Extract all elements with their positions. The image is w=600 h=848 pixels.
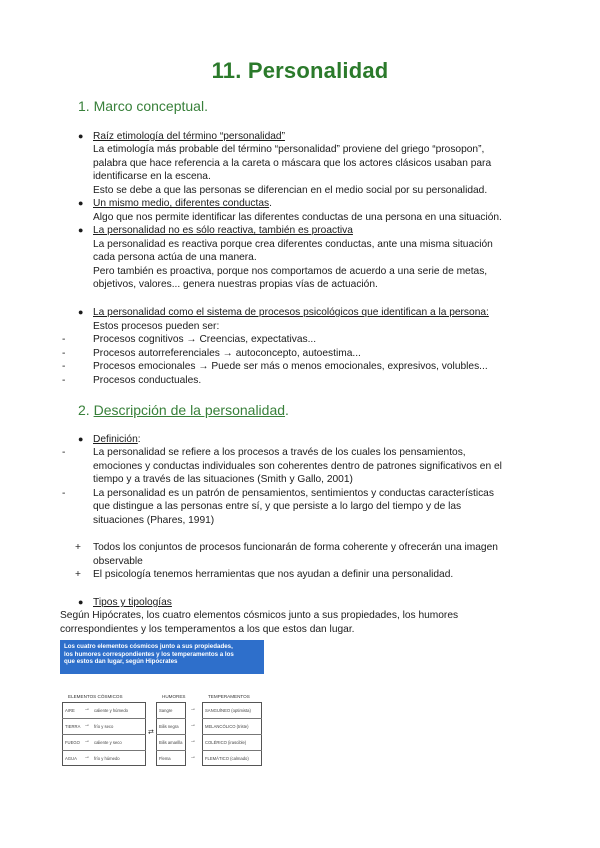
- row-3-property: caliente y seco: [94, 740, 122, 745]
- dash-marker: -: [62, 361, 66, 372]
- row-2-element: TIERRA: [65, 724, 81, 729]
- section-2-title: Descripción de la personalidad: [93, 402, 286, 418]
- row-3-element: FUEGO: [65, 740, 80, 745]
- arrow-right-icon: →: [190, 738, 196, 744]
- hippocrates-line-1: Según Hipócrates, los cuatro elementos cósmicos junto a sus propiedades, los humores: [60, 610, 459, 621]
- col-temperaments-header: TEMPERAMENTOS: [208, 694, 250, 699]
- definition-1-line-3: tiempo y a través de las situaciones (Smith y Gallo, 2001): [93, 474, 353, 485]
- arrow-right-icon: →: [84, 738, 90, 744]
- figure-banner: [60, 640, 264, 674]
- bullet-2-title: Un mismo medio, diferentes conductas: [93, 198, 270, 209]
- bullet-4-title: La personalidad como el sistema de procesos psicológicos que identifican a la persona:: [93, 307, 489, 318]
- bullet-3-line-3: Pero también es proactiva, porque nos comportamos de acuerdo a una serie de metas,: [93, 266, 488, 277]
- bullet-dot-icon: ●: [78, 307, 84, 317]
- arrow-right-icon: →: [84, 722, 90, 728]
- dash-marker: -: [62, 375, 66, 386]
- bullet-dot-icon: ●: [78, 198, 84, 208]
- definition-colon: :: [137, 434, 141, 445]
- bullet-2-line-1: Algo que nos permite identificar las diferentes conductas de una persona en una situación.: [93, 212, 502, 223]
- dash-marker: -: [62, 447, 66, 458]
- row-divider: [156, 734, 186, 735]
- hippocrates-figure: [60, 640, 264, 768]
- row-4-humor: Flema: [159, 756, 171, 761]
- row-divider: [202, 750, 262, 751]
- bullet-3-line-1: La personalidad es reactiva porque crea diferentes conductas, ante una misma situación: [93, 239, 493, 250]
- section-1-number: 1.: [78, 98, 90, 114]
- dash-marker: -: [62, 488, 66, 499]
- arrow-right-icon: →: [190, 754, 196, 760]
- bullet-dot-icon: ●: [78, 434, 84, 444]
- row-3-temperament: COLÉRICO (irascible): [205, 740, 247, 745]
- row-divider: [62, 718, 146, 719]
- types-title: Tipos y tipologías: [93, 597, 172, 608]
- figure-table: [60, 694, 264, 766]
- dash-marker: -: [62, 348, 66, 359]
- row-1-humor: Sangre: [159, 708, 173, 713]
- arrow-right-icon: →: [190, 706, 196, 712]
- row-4-temperament: FLEMÁTICO (calmado): [205, 756, 249, 761]
- row-divider: [62, 734, 146, 735]
- bullet-4-line-1: Estos procesos pueden ser:: [93, 321, 220, 332]
- bullet-1-line-3: identificarse en la escena.: [93, 171, 211, 182]
- arrow-right-icon: →: [84, 706, 90, 712]
- col-elements-header: ELEMENTOS CÓSMICOS: [68, 694, 123, 699]
- row-divider: [202, 734, 262, 735]
- row-divider: [62, 750, 146, 751]
- section-1-title: Marco conceptual.: [93, 98, 208, 114]
- section-2-heading: [78, 402, 289, 418]
- hippocrates-line-2: correspondientes y los temperamentos a los que estos dan lugar.: [60, 624, 355, 635]
- process-item-4: Procesos conductuales.: [93, 375, 202, 386]
- definition-1-line-1: La personalidad se refiere a los procesos a través de los cuales los pensamientos,: [93, 447, 466, 458]
- row-divider: [202, 718, 262, 719]
- bullet-1-line-4: Esto se debe a que las personas se diferencian en el medio social por su personalidad.: [93, 185, 488, 196]
- bullet-1-line-1: La etimología más probable del término “personalidad” proviene del griego “prosopon”,: [93, 144, 485, 155]
- arrow-right-icon: →: [84, 754, 90, 760]
- section-2-number: 2.: [78, 402, 90, 418]
- row-divider: [156, 750, 186, 751]
- figure-banner-line-3: que estos dan lugar, según Hipócrates: [64, 658, 178, 666]
- bullet-1-line-2: palabra que hace referencia a la careta o máscara que los actores clásicos usaban para: [93, 158, 492, 169]
- plus-marker: +: [75, 542, 81, 553]
- definition-title: Definición: [93, 434, 138, 445]
- bullet-dot-icon: ●: [78, 225, 84, 235]
- bullet-1-title: Raíz etimología del término “personalidad”: [93, 131, 285, 142]
- bullet-2-dot: .: [269, 198, 272, 209]
- row-1-element: AIRE: [65, 708, 75, 713]
- section-2-dot: .: [285, 402, 289, 418]
- bullet-dot-icon: ●: [78, 131, 84, 141]
- bullet-3-line-2: cada persona actúa de una manera.: [93, 252, 257, 263]
- section-1-heading: [78, 98, 208, 114]
- figure-banner-line-2: los humores correspondientes y los temperamentos a los: [64, 650, 234, 658]
- definition-2-line-3: situaciones (Phares, 1991): [93, 515, 215, 526]
- col-humors-header: HUMORES: [162, 694, 186, 699]
- row-2-humor: Bilis negra: [159, 724, 179, 729]
- process-item-3: Procesos emocionales → Puede ser más o menos emocionales, expresivos, volubles...: [93, 361, 488, 372]
- dash-marker: -: [62, 334, 66, 345]
- definition-2-line-2: que distingue a las personas entre sí, y que persiste a lo largo del tiempo y de las: [93, 501, 462, 512]
- arrow-right-icon: →: [190, 722, 196, 728]
- row-2-temperament: MELANCÓLICO (triste): [205, 724, 249, 729]
- plus-item-2-line-1: El psicología tenemos herramientas que nos ayudan a definir una personalidad.: [93, 569, 454, 580]
- bullet-3-title: La personalidad no es sólo reactiva, también es proactiva: [93, 225, 353, 236]
- definition-2-line-1: La personalidad es un patrón de pensamientos, sentimientos y conductas características: [93, 488, 494, 499]
- page-title: 11. Personalidad: [211, 58, 389, 83]
- process-item-1: Procesos cognitivos → Creencias, expectativas...: [93, 334, 317, 345]
- row-4-element: AGUA: [65, 756, 77, 761]
- bullet-3-line-4: objetivos, valores... genera nuestras propias vías de actuación.: [93, 279, 378, 290]
- plus-item-1-line-1: Todos los conjuntos de procesos funcionarán de forma coherente y ofrecerán una imagen: [93, 542, 498, 553]
- row-1-temperament: SANGUÍNEO (optimista): [205, 708, 251, 713]
- row-1-property: caliente y húmedo: [94, 708, 128, 713]
- definition-1-line-2: emociones y conductas individuales son coherentes dentro de patrones significativos en el: [93, 461, 502, 472]
- figure-banner-line-1: Los cuatro elementos cósmicos junto a sus propiedades,: [64, 643, 233, 650]
- plus-item-1-line-2: observable: [93, 556, 143, 567]
- cycle-arrows-icon: ⇄: [148, 729, 154, 736]
- bullet-2-title-wrap: [93, 197, 272, 211]
- process-item-2: Procesos autorreferenciales → autoconcepto, autoestima...: [93, 348, 361, 359]
- bullet-dot-icon: ●: [78, 597, 84, 607]
- plus-marker: +: [75, 569, 81, 580]
- definition-title-wrap: [93, 433, 141, 447]
- row-divider: [156, 718, 186, 719]
- row-3-humor: Bilis amarilla: [159, 740, 183, 745]
- row-2-property: frío y seco: [94, 724, 114, 729]
- row-4-property: frío y húmedo: [94, 756, 120, 761]
